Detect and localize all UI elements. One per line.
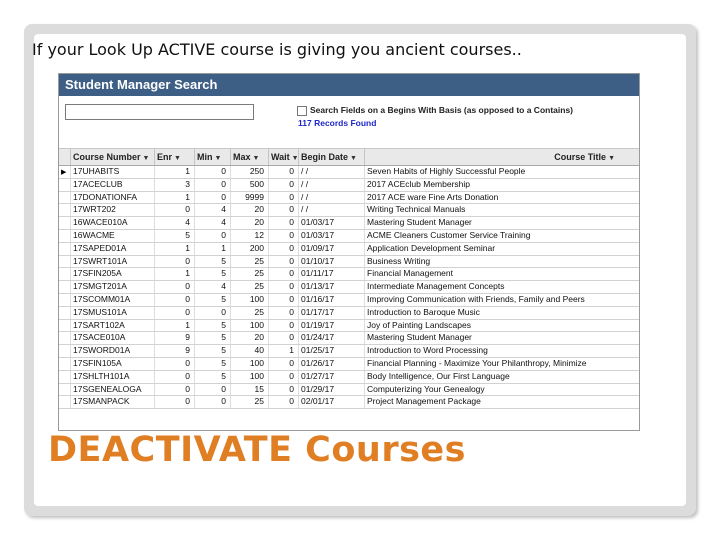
enr-cell: 9 xyxy=(155,345,195,357)
course-title-cell: 2017 ACEclub Membership xyxy=(367,178,471,189)
course-number-cell: 17ACECLUB xyxy=(71,179,155,191)
column-label: Wait xyxy=(271,152,290,162)
enr-cell: 9 xyxy=(155,332,195,344)
min-cell: 5 xyxy=(195,358,231,370)
row-selector[interactable] xyxy=(59,294,71,306)
max-cell: 25 xyxy=(231,396,269,408)
max-cell: 25 xyxy=(231,307,269,319)
column-header-max[interactable] xyxy=(231,149,269,165)
min-cell: 0 xyxy=(195,384,231,396)
sort-arrow-icon: ▼ xyxy=(174,155,181,162)
begin-date-cell: 01/03/17 xyxy=(299,230,365,242)
min-cell: 5 xyxy=(195,345,231,357)
wait-cell: 0 xyxy=(269,307,299,319)
row-selector[interactable] xyxy=(59,358,71,370)
course-number-cell: 17SMGT201A xyxy=(71,281,155,293)
column-header-min[interactable] xyxy=(195,149,231,165)
course-number-cell: 17SWRT101A xyxy=(71,256,155,268)
course-number-cell: 17SART102A xyxy=(71,320,155,332)
student-manager-search-window xyxy=(58,73,640,431)
begin-date-cell: 01/09/17 xyxy=(299,243,365,255)
enr-cell: 1 xyxy=(155,243,195,255)
row-selector[interactable] xyxy=(59,256,71,268)
begin-date-cell: 01/26/17 xyxy=(299,358,365,370)
row-selector[interactable] xyxy=(59,281,71,293)
wait-cell: 0 xyxy=(269,166,299,178)
column-header-wait[interactable] xyxy=(269,149,299,165)
row-selector[interactable] xyxy=(59,320,71,332)
max-cell: 20 xyxy=(231,332,269,344)
max-cell: 20 xyxy=(231,217,269,229)
enr-cell: 1 xyxy=(155,192,195,204)
min-cell: 0 xyxy=(195,230,231,242)
table-row[interactable] xyxy=(59,358,639,371)
search-area xyxy=(59,96,639,148)
begin-date-cell: 01/25/17 xyxy=(299,345,365,357)
max-cell: 100 xyxy=(231,358,269,370)
table-row[interactable] xyxy=(59,192,639,205)
begin-date-cell: / / xyxy=(299,204,365,216)
begin-date-cell: 01/11/17 xyxy=(299,268,365,280)
row-selector[interactable] xyxy=(59,345,71,357)
max-cell: 12 xyxy=(231,230,269,242)
min-cell: 4 xyxy=(195,204,231,216)
sort-arrow-icon: ▼ xyxy=(350,155,357,162)
enr-cell: 0 xyxy=(155,281,195,293)
row-selector[interactable] xyxy=(59,217,71,229)
sort-arrow-icon: ▼ xyxy=(214,155,222,162)
course-title-cell: Introduction to Baroque Music xyxy=(367,306,480,317)
sort-arrow-icon: ▼ xyxy=(291,155,299,162)
panel-title: Student Manager Search xyxy=(59,74,639,96)
wait-cell: 0 xyxy=(269,192,299,204)
table-row[interactable] xyxy=(59,371,639,384)
column-label: Course Number xyxy=(73,152,141,162)
wait-cell: 0 xyxy=(269,384,299,396)
enr-cell: 4 xyxy=(155,217,195,229)
wait-cell: 0 xyxy=(269,396,299,408)
table-row[interactable] xyxy=(59,320,639,333)
column-header-begin-date[interactable] xyxy=(299,149,365,165)
row-selector[interactable] xyxy=(59,307,71,319)
column-label: Min xyxy=(197,152,213,162)
course-title-cell: Application Development Seminar xyxy=(367,242,496,253)
row-selector[interactable] xyxy=(59,332,71,344)
course-title-cell: Introduction to Word Processing xyxy=(367,345,488,356)
begin-date-cell: 01/24/17 xyxy=(299,332,365,344)
max-cell: 25 xyxy=(231,256,269,268)
course-number-cell: 17SMUS101A xyxy=(71,307,155,319)
table-row[interactable] xyxy=(59,243,639,256)
min-cell: 0 xyxy=(195,166,231,178)
sort-arrow-icon: ▼ xyxy=(252,155,260,162)
wait-cell: 0 xyxy=(269,243,299,255)
course-number-cell: 17SWORD01A xyxy=(71,345,155,357)
course-title-cell: Body Intelligence, Our First Language xyxy=(367,370,510,381)
column-label: Enr xyxy=(157,152,173,162)
max-cell: 100 xyxy=(231,371,269,383)
begin-date-cell: / / xyxy=(299,192,365,204)
min-cell: 0 xyxy=(195,179,231,191)
course-title-cell: Computerizing Your Genealogy xyxy=(367,383,485,394)
max-cell: 250 xyxy=(231,166,269,178)
course-title-cell: Seven Habits of Highly Successful People xyxy=(367,166,526,176)
wait-cell: 0 xyxy=(269,358,299,370)
table-row[interactable] xyxy=(59,384,639,397)
max-cell: 15 xyxy=(231,384,269,396)
wait-cell: 0 xyxy=(269,256,299,268)
wait-cell: 1 xyxy=(269,345,299,357)
column-header-course-number[interactable] xyxy=(71,149,155,165)
max-cell: 100 xyxy=(231,320,269,332)
begin-date-cell: 02/01/17 xyxy=(299,396,365,408)
course-title-cell: Financial Planning - Maximize Your Philanthropy, Minimize xyxy=(367,357,587,368)
enr-cell: 1 xyxy=(155,268,195,280)
column-label: Max xyxy=(233,152,251,162)
begin-date-cell: 01/27/17 xyxy=(299,371,365,383)
enr-cell: 0 xyxy=(155,294,195,306)
search-input[interactable] xyxy=(65,104,254,120)
wait-cell: 0 xyxy=(269,332,299,344)
enr-cell: 0 xyxy=(155,396,195,408)
course-number-cell: 17SFIN205A xyxy=(71,268,155,280)
course-title-cell: Mastering Student Manager xyxy=(367,217,472,228)
begin-date-cell: 01/13/17 xyxy=(299,281,365,293)
enr-cell: 0 xyxy=(155,371,195,383)
min-cell: 0 xyxy=(195,192,231,204)
enr-cell: 5 xyxy=(155,230,195,242)
min-cell: 1 xyxy=(195,243,231,255)
max-cell: 100 xyxy=(231,294,269,306)
min-cell: 5 xyxy=(195,256,231,268)
row-pointer-icon: ▶ xyxy=(61,169,67,176)
course-number-cell: 17SCOMM01A xyxy=(71,294,155,306)
course-title-cell: Joy of Painting Landscapes xyxy=(367,319,471,330)
begin-date-cell: 01/17/17 xyxy=(299,307,365,319)
table-row[interactable] xyxy=(59,307,639,320)
course-title-cell: Writing Technical Manuals xyxy=(367,204,466,215)
wait-cell: 0 xyxy=(269,281,299,293)
max-cell: 9999 xyxy=(231,192,269,204)
wait-cell: 0 xyxy=(269,179,299,191)
row-selector[interactable] xyxy=(59,192,71,204)
wait-cell: 0 xyxy=(269,268,299,280)
table-row[interactable] xyxy=(59,294,639,307)
min-cell: 4 xyxy=(195,281,231,293)
grid-header xyxy=(59,148,639,166)
min-cell: 5 xyxy=(195,320,231,332)
max-cell: 500 xyxy=(231,179,269,191)
record-count: 117 Records Found xyxy=(298,118,377,128)
slide-title: If your Look Up ACTIVE course is giving you ancient courses.. xyxy=(32,40,522,59)
max-cell: 200 xyxy=(231,243,269,255)
course-grid xyxy=(59,148,639,409)
course-title-cell: Project Management Package xyxy=(367,396,481,407)
course-number-cell: 17UHABITS xyxy=(71,166,155,178)
min-cell: 5 xyxy=(195,268,231,280)
wait-cell: 0 xyxy=(269,230,299,242)
row-selector[interactable] xyxy=(59,179,71,191)
row-selector[interactable] xyxy=(59,204,71,216)
table-row[interactable] xyxy=(59,256,639,269)
course-number-cell: 17WRT202 xyxy=(71,204,155,216)
column-header-enr[interactable] xyxy=(155,149,195,165)
table-row[interactable] xyxy=(59,217,639,230)
row-selector-header xyxy=(59,149,71,165)
grid-body xyxy=(59,166,639,409)
min-cell: 5 xyxy=(195,294,231,306)
min-cell: 0 xyxy=(195,396,231,408)
begins-with-label: Search Fields on a Begins With Basis (as opposed to a Contains) xyxy=(310,105,573,115)
course-number-cell: 16WACE010A xyxy=(71,217,155,229)
row-selector[interactable] xyxy=(59,371,71,383)
table-row[interactable] xyxy=(59,166,639,179)
max-cell: 25 xyxy=(231,268,269,280)
column-header-course-title[interactable] xyxy=(365,149,639,165)
column-label: Course Title xyxy=(554,152,607,162)
wait-cell: 0 xyxy=(269,294,299,306)
course-number-cell: 17SFIN105A xyxy=(71,358,155,370)
begin-date-cell: / / xyxy=(299,179,365,191)
course-title-cell: Financial Management xyxy=(367,268,453,279)
column-label: Begin Date xyxy=(301,152,349,162)
course-number-cell: 16WACME xyxy=(71,230,155,242)
table-row[interactable] xyxy=(59,179,639,192)
row-selector[interactable] xyxy=(59,243,71,255)
min-cell: 0 xyxy=(195,307,231,319)
course-title-cell: ACME Cleaners Customer Service Training xyxy=(367,229,531,240)
row-selector[interactable] xyxy=(59,396,71,408)
course-number-cell: 17SACE010A xyxy=(71,332,155,344)
row-selector[interactable] xyxy=(59,384,71,396)
enr-cell: 3 xyxy=(155,179,195,191)
begin-date-cell: 01/10/17 xyxy=(299,256,365,268)
course-number-cell: 17SMANPACK xyxy=(71,396,155,408)
enr-cell: 1 xyxy=(155,320,195,332)
wait-cell: 0 xyxy=(269,320,299,332)
table-row[interactable] xyxy=(59,268,639,281)
course-number-cell: 17DONATIONFA xyxy=(71,192,155,204)
begin-date-cell: 01/03/17 xyxy=(299,217,365,229)
course-title-cell: Improving Communication with Friends, Family and Peers xyxy=(367,293,585,304)
enr-cell: 0 xyxy=(155,384,195,396)
table-row[interactable] xyxy=(59,396,639,409)
begin-date-cell: 01/16/17 xyxy=(299,294,365,306)
row-selector[interactable] xyxy=(59,166,71,178)
enr-cell: 1 xyxy=(155,166,195,178)
min-cell: 5 xyxy=(195,371,231,383)
table-row[interactable] xyxy=(59,230,639,243)
max-cell: 40 xyxy=(231,345,269,357)
enr-cell: 0 xyxy=(155,204,195,216)
wait-cell: 0 xyxy=(269,204,299,216)
course-number-cell: 17SGENEALOGA xyxy=(71,384,155,396)
course-title-cell: Mastering Student Manager xyxy=(367,332,472,343)
begin-date-cell: 01/19/17 xyxy=(299,320,365,332)
enr-cell: 0 xyxy=(155,307,195,319)
deactivate-courses-caption: DEACTIVATE Courses xyxy=(48,430,466,470)
min-cell: 5 xyxy=(195,332,231,344)
sort-arrow-icon: ▼ xyxy=(608,155,615,162)
enr-cell: 0 xyxy=(155,358,195,370)
min-cell: 4 xyxy=(195,217,231,229)
course-number-cell: 17SAPED01A xyxy=(71,243,155,255)
table-row[interactable] xyxy=(59,345,639,358)
enr-cell: 0 xyxy=(155,256,195,268)
begin-date-cell: 01/29/17 xyxy=(299,384,365,396)
max-cell: 20 xyxy=(231,204,269,216)
table-row[interactable] xyxy=(59,332,639,345)
max-cell: 25 xyxy=(231,281,269,293)
course-title-cell: 2017 ACE ware Fine Arts Donation xyxy=(367,191,499,202)
table-row[interactable] xyxy=(59,281,639,294)
wait-cell: 0 xyxy=(269,371,299,383)
course-number-cell: 17SHLTH101A xyxy=(71,371,155,383)
begin-date-cell: / / xyxy=(299,166,365,178)
row-selector[interactable] xyxy=(59,268,71,280)
wait-cell: 0 xyxy=(269,217,299,229)
begins-with-checkbox[interactable] xyxy=(297,106,307,116)
table-row[interactable] xyxy=(59,204,639,217)
row-selector[interactable] xyxy=(59,230,71,242)
course-title-cell: Business Writing xyxy=(367,255,431,266)
course-title-cell: Intermediate Management Concepts xyxy=(367,281,505,292)
sort-arrow-icon: ▼ xyxy=(142,155,150,162)
